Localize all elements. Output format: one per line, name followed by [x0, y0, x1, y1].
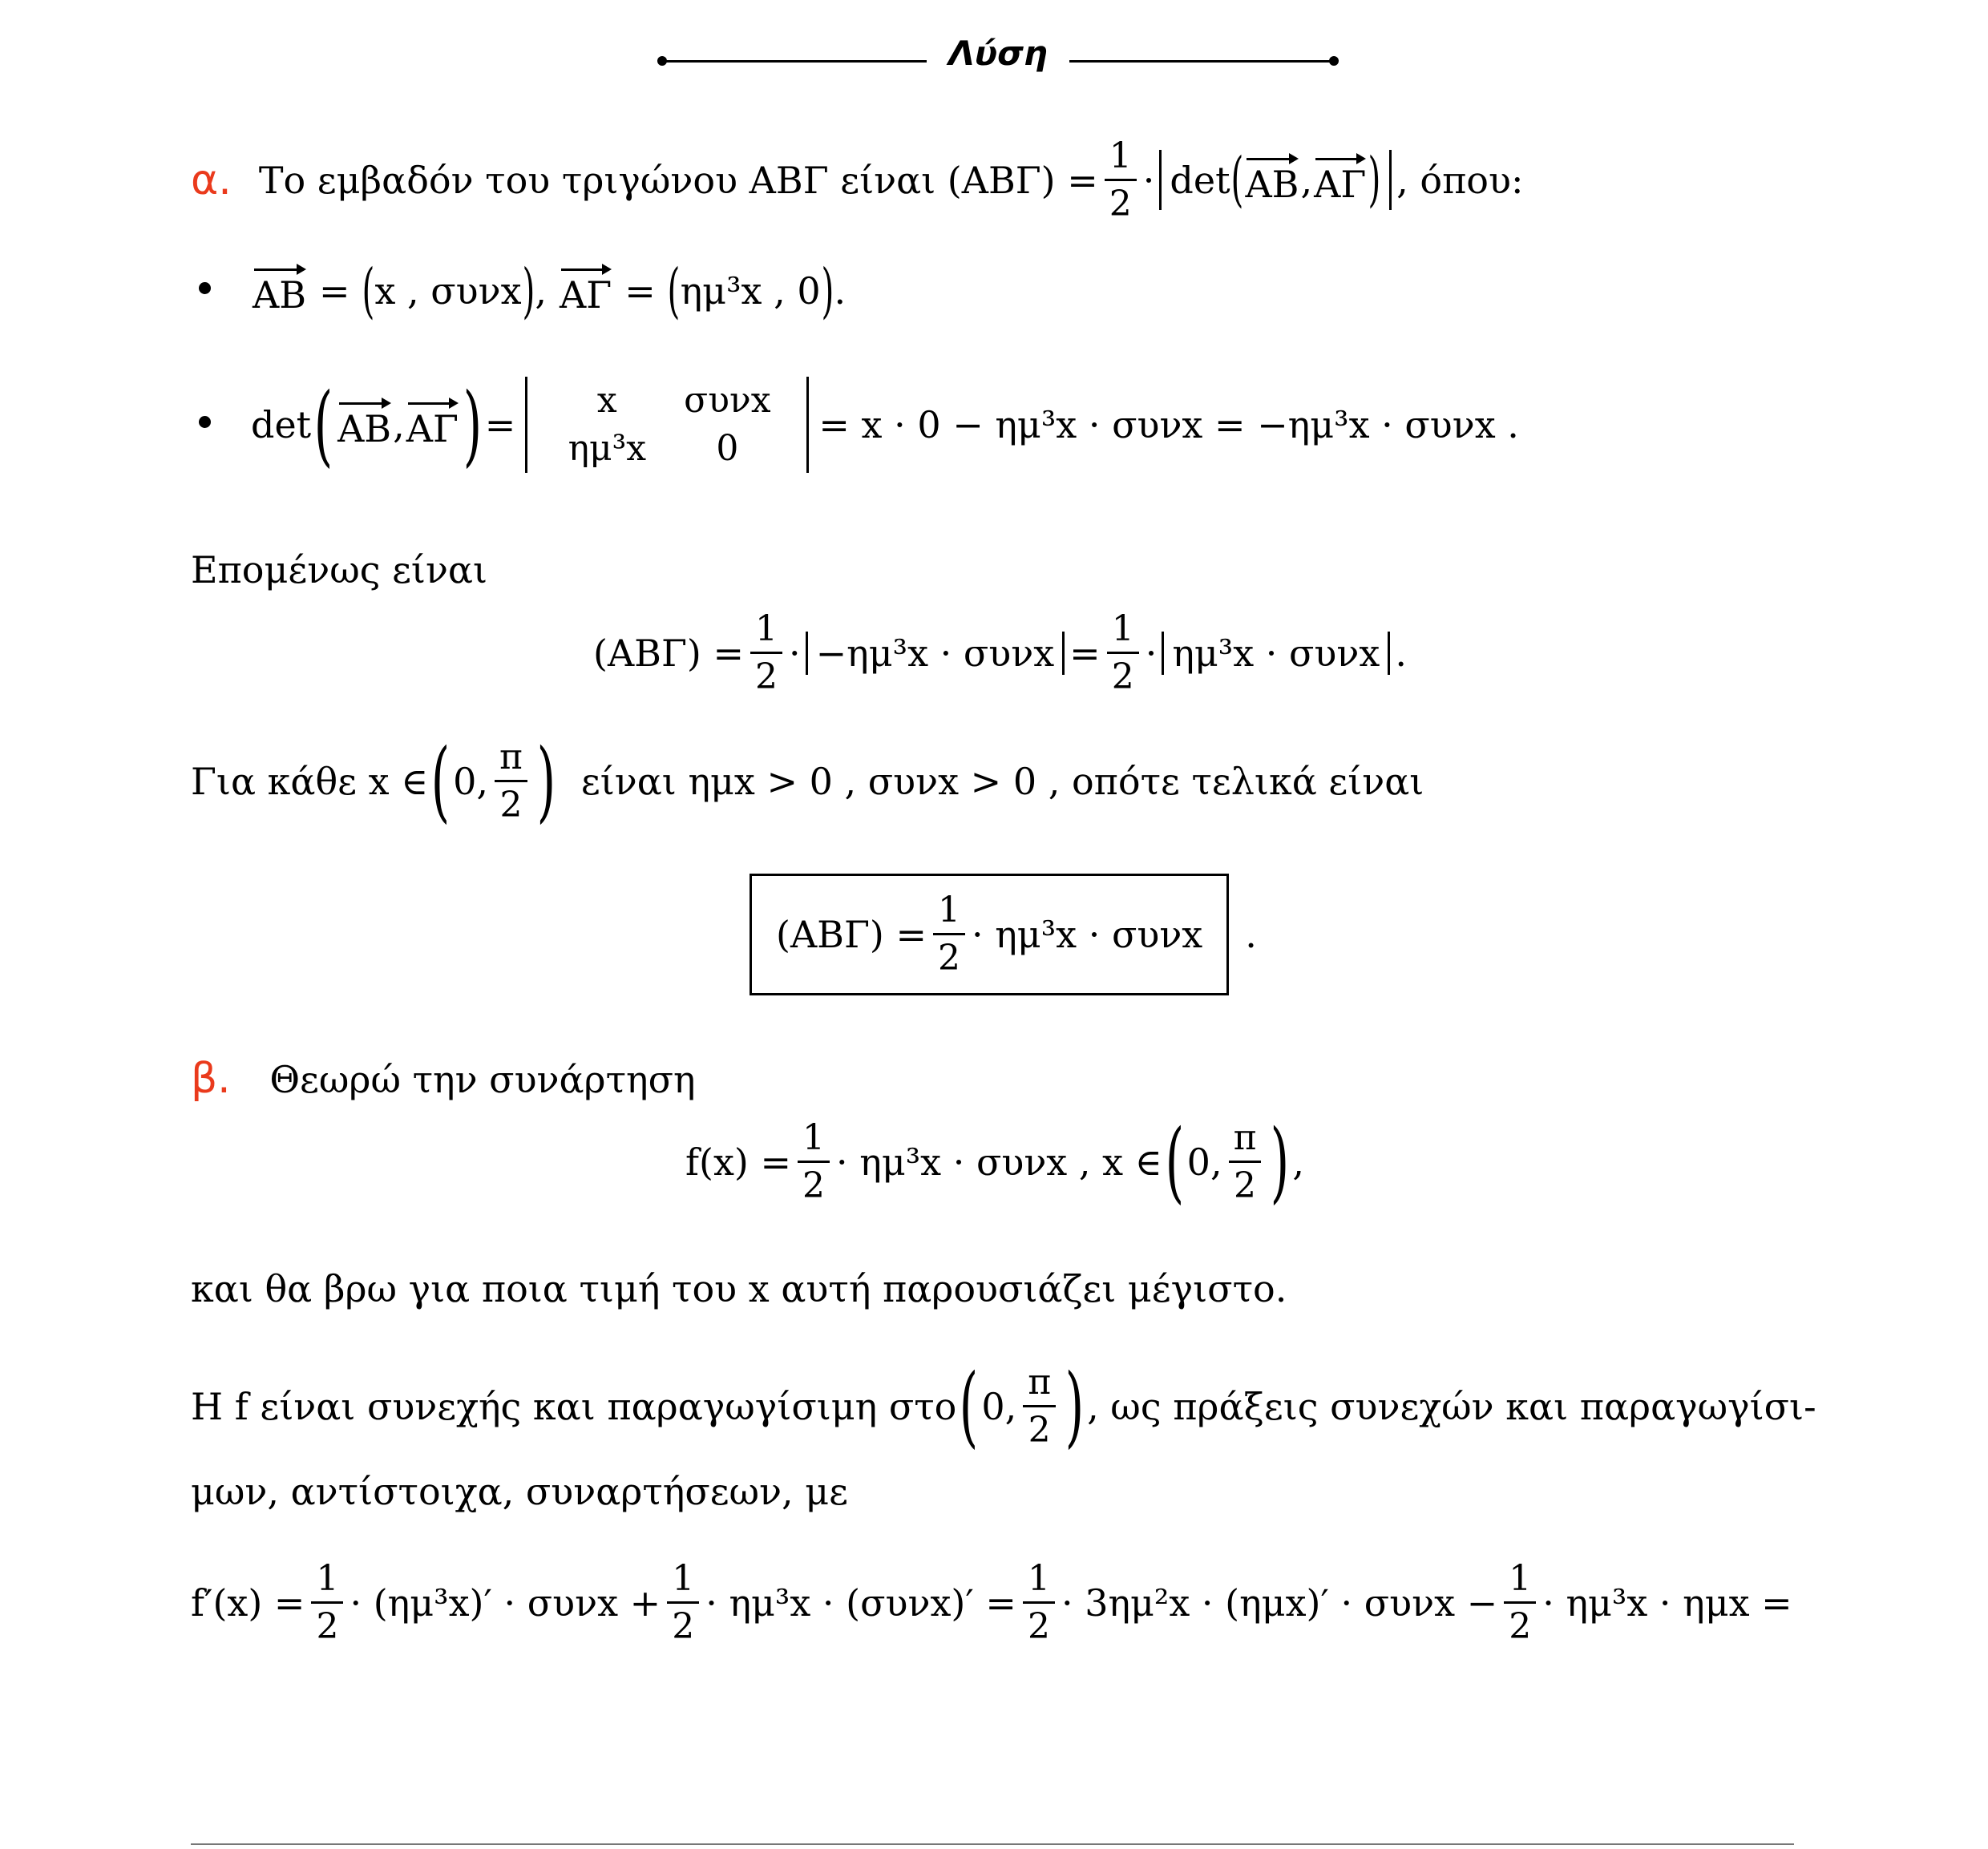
determinant-expansion: = x · 0 − ημ³x · συνx = −ημ³x · συνx .	[818, 403, 1519, 446]
part-b-label: β.	[191, 1055, 231, 1103]
header-right-rule	[1069, 60, 1334, 63]
boxed-result: (ΑΒΓ) = $\frac{1}{2}$ · ημ³x · συνx .	[750, 874, 1257, 995]
determinant-matrix: x συνx ημ³x 0	[525, 377, 809, 473]
abs-expression: ημ³x · συνx	[1162, 632, 1390, 675]
vector-ag: ΑΓ	[406, 402, 459, 447]
fraction-half: $\frac{1}{2}$	[933, 890, 965, 979]
part-a-line: α. Το εμβαδόν του τριγώνου ΑΒΓ είναι (ΑΒΓ) = $\frac{1}{2}$ · det ( ΑΒ , ΑΓ ) , όπου:	[191, 135, 1524, 225]
bullet	[199, 416, 211, 428]
footer-rule	[191, 1843, 1794, 1845]
continuity-sentence-cont: μων, αντίστοιχα, συναρτήσεων, με	[191, 1470, 849, 1513]
function-definition: f(x) = $\frac{1}{2}$ · ημ³x · συνx , x ∈ ( 0 , $\frac{\pi}{2}$ ) ,	[685, 1110, 1305, 1213]
abs-det: det ( ΑΒ , ΑΓ )	[1159, 150, 1392, 210]
fraction-pi-half: $\frac{\pi}{2}$	[495, 737, 527, 826]
ag-components: ημ³x , 0	[680, 269, 821, 313]
fraction-half: $\frac{1}{2}$	[1107, 609, 1139, 697]
bullet	[199, 282, 211, 294]
bullet-determinant: det ( ΑΒ , ΑΓ ) = x συνx ημ³x 0 = x · 0 − ημ³x · συνx = −ημ³x · συνx .	[191, 377, 1519, 473]
vector-ab: ΑΒ	[1245, 158, 1299, 203]
part-a-label: α.	[191, 155, 232, 204]
vector-ab: ΑΒ	[253, 268, 306, 313]
part-b-intro: Θεωρώ την συνάρτηση	[269, 1058, 696, 1101]
domain-sentence: Για κάθε x ∈ ( 0 , $\frac{\pi}{2}$ ) είναι ημx > 0 , συνx > 0 , οπότε τελικά είναι	[191, 729, 1424, 833]
vector-ab: ΑΒ	[337, 402, 391, 447]
fraction-pi-half: $\frac{\pi}{2}$	[1229, 1118, 1262, 1206]
abs-expression: −ημ³x · συνx	[806, 632, 1065, 675]
part-b-line	[191, 1055, 696, 1103]
header-title: Λύση	[948, 34, 1048, 73]
therefore-text: Επομένως είναι	[191, 548, 488, 591]
result-box: (ΑΒΓ) = $\frac{1}{2}$ · ημ³x · συνx	[750, 874, 1229, 995]
fraction-half: $\frac{1}{2}$	[798, 1118, 830, 1206]
bullet-vectors: ΑΒ = ( x , συνx ) , ΑΓ = ( ημ³x , 0 ) .	[191, 264, 846, 318]
continuity-sentence: Η f είναι συνεχής και παραγωγίσιμη στο ( 0 , $\frac{\pi}{2}$ ) , ως πράξεις συνεχών και παραγωγίσι-	[191, 1354, 1816, 1458]
vector-ag: ΑΓ	[1314, 158, 1366, 203]
vector-ag: ΑΓ	[560, 268, 612, 313]
header-right-dot	[1329, 56, 1339, 66]
header-left-rule	[662, 60, 927, 63]
fraction-half: $\frac{1}{2}$	[667, 1559, 699, 1647]
fraction-half: $\frac{1}{2}$	[750, 609, 782, 697]
fraction-pi-half: $\frac{\pi}{2}$	[1023, 1363, 1056, 1451]
area-equation: (ΑΒΓ) = $\frac{1}{2}$ · −ημ³x · συνx = $\frac{1}{2}$ · ημ³x · συνx .	[593, 608, 1407, 698]
solution-header	[657, 34, 1339, 90]
fraction-half: $\frac{1}{2}$	[1023, 1559, 1055, 1647]
part-a-tail: , όπου:	[1396, 158, 1524, 202]
fraction-half: $\frac{1}{2}$	[311, 1559, 343, 1647]
fraction-half: $\frac{1}{2}$	[1504, 1559, 1536, 1647]
ab-components: x , συνx	[374, 269, 522, 313]
derivative-equation: f′(x) = $\frac{1}{2}$ · (ημ³x)′ · συνx + $\frac{1}{2}$ · ημ³x · (συνx)′ = $\frac{1}{2}$ · 3ημ²x · (ημx)′ · συνx − $\frac{1}{2}$ · ημ³x · ημx =	[191, 1558, 1792, 1648]
find-max-text: και θα βρω για ποια τιμή του x αυτή παρουσιάζει μέγιστο.	[191, 1267, 1287, 1310]
fraction-half: $\frac{1}{2}$	[1105, 136, 1137, 224]
part-a-intro: Το εμβαδόν του τριγώνου ΑΒΓ είναι (ΑΒΓ) =	[258, 158, 1098, 202]
